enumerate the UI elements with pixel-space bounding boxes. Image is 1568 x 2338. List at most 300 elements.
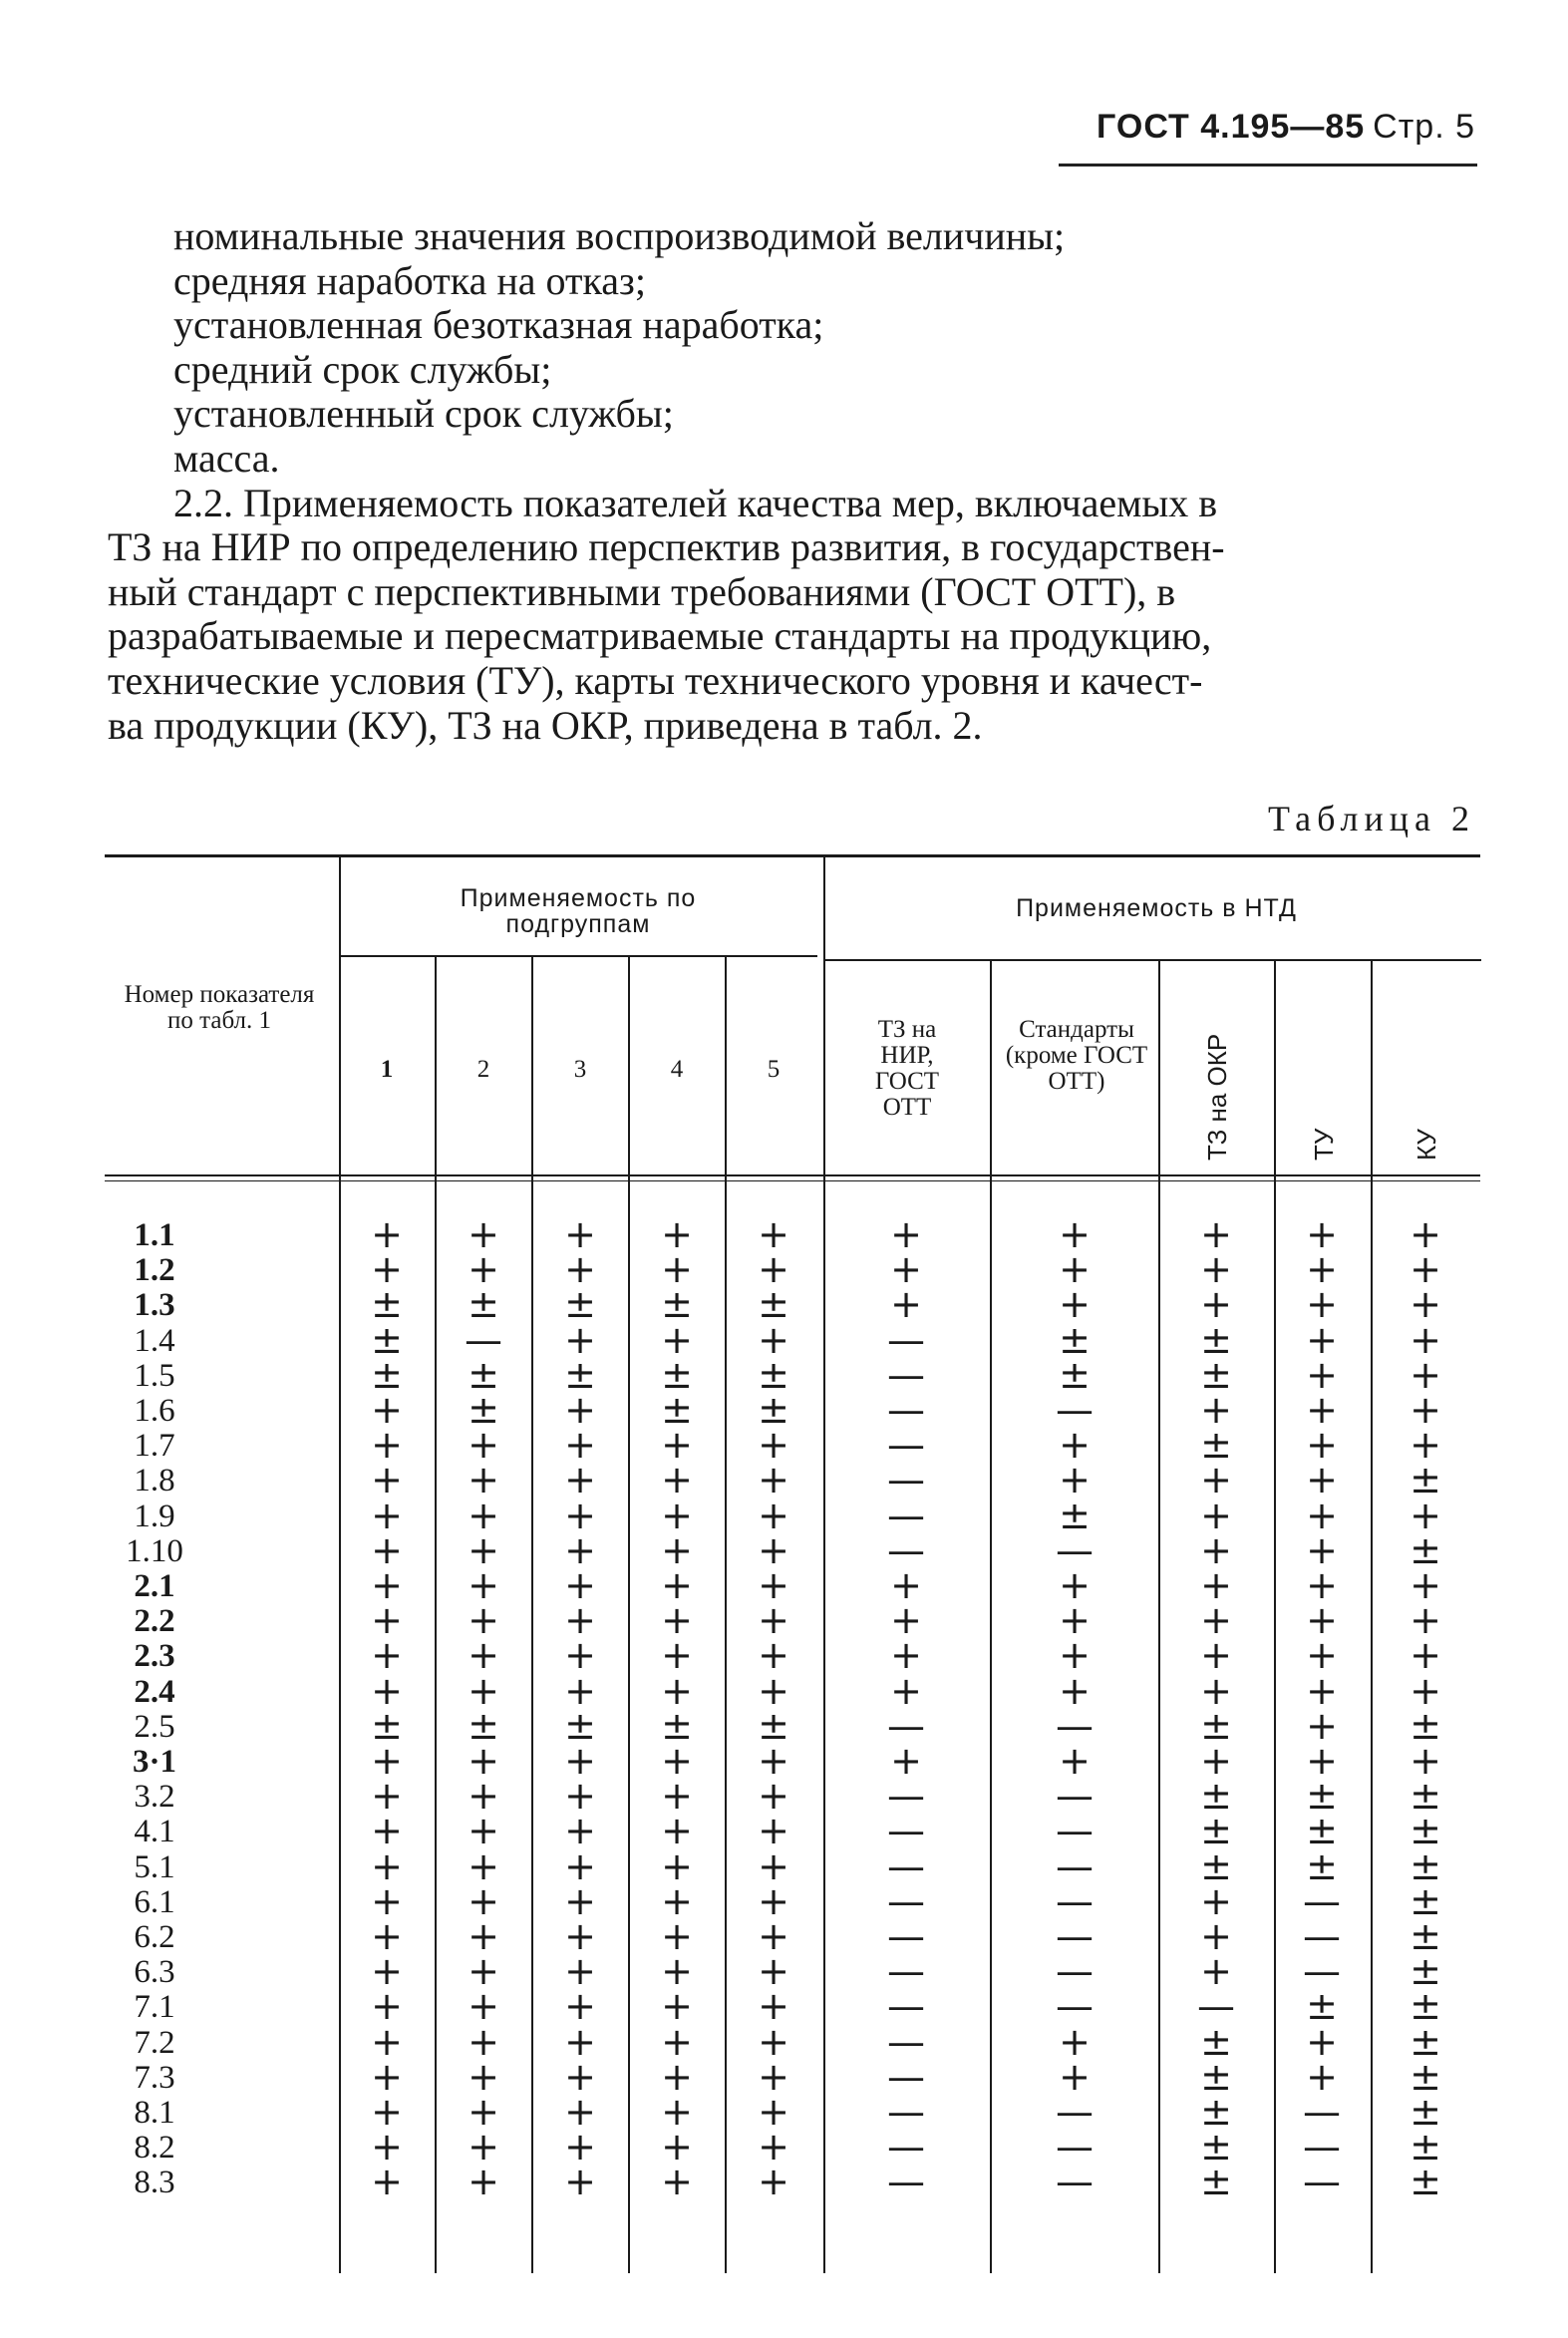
table-cell: + [1059, 2019, 1091, 2064]
table-cell: + [1306, 2019, 1338, 2064]
row-number: 7.3 [134, 2059, 175, 2096]
table-cell: + [1306, 1493, 1338, 1537]
table-cell: + [468, 1633, 499, 1678]
table-cell: + [758, 1423, 789, 1468]
table-cell: + [564, 1949, 596, 1994]
table-cell: + [758, 2019, 789, 2064]
table-cell: + [1200, 1739, 1232, 1783]
text-line: установленный срок службы; [173, 391, 674, 437]
table-cell: — [1056, 1949, 1094, 1994]
row-number: 1.8 [134, 1463, 175, 1500]
table-cell: ± [661, 1388, 693, 1432]
table-cell: + [371, 1563, 403, 1607]
table-top-rule [105, 854, 1480, 857]
row-number: 1.7 [134, 1428, 175, 1465]
table-cell: + [661, 1598, 693, 1643]
table-cell: — [887, 1527, 925, 1572]
table-cell: ± [1200, 1317, 1232, 1362]
table-cell: + [661, 1739, 693, 1783]
table-cell: + [1410, 1388, 1441, 1432]
table-cell: ± [1410, 1878, 1441, 1923]
row-number: 4.1 [134, 1814, 175, 1850]
table-cell: + [661, 2125, 693, 2170]
table-cell: + [1059, 1739, 1091, 1783]
row-number: 6.1 [134, 1883, 175, 1920]
table-cell: + [371, 1458, 403, 1503]
table-cell: ± [1059, 1352, 1091, 1397]
table-cell: + [890, 1563, 922, 1607]
table-cell: + [661, 1878, 693, 1923]
table-cell: + [564, 1774, 596, 1819]
table-cell: + [468, 1493, 499, 1537]
table-cell: + [1410, 1493, 1441, 1537]
table-cell: — [1056, 2125, 1094, 2170]
subgroup-4-header: 4 [670, 1056, 684, 1083]
table-cell: + [1306, 1212, 1338, 1256]
table-cell: ± [1200, 2054, 1232, 2099]
table-cell: + [1200, 1282, 1232, 1327]
table-cell: + [564, 1598, 596, 1643]
table-cell: ± [1200, 1774, 1232, 1819]
text-line: ный стандарт с перспективными требованиями (ГОСТ ОТТ), в [108, 568, 1176, 614]
table-cell: + [1059, 1423, 1091, 1468]
tz-okr-header: ТЗ на ОКР [1202, 1033, 1232, 1161]
table-cell: ± [1410, 1458, 1441, 1503]
table-cell: ± [1410, 1809, 1441, 1853]
table-cell: + [1306, 1458, 1338, 1503]
row-number: 8.3 [134, 2165, 175, 2201]
standards-header: Стандарты (кроме ГОСТ ОТТ) [1005, 1016, 1148, 1095]
table-cell: + [371, 1878, 403, 1923]
table-cell: ± [1200, 2019, 1232, 2064]
table-cell: — [1056, 2160, 1094, 2204]
table-cell: + [564, 1739, 596, 1783]
table-cell: ± [1410, 1949, 1441, 1994]
row-number: 1.3 [134, 1287, 175, 1324]
table-cell: + [371, 1843, 403, 1888]
table-cell: + [564, 2054, 596, 2099]
table-cell: + [564, 1633, 596, 1678]
table-cell: ± [468, 1352, 499, 1397]
table-cell: + [758, 1739, 789, 1783]
table-cell: + [564, 2090, 596, 2134]
tz-nir-header: ТЗ на НИР, ГОСТ ОТТ [874, 1016, 940, 1121]
table-cell: + [758, 1843, 789, 1888]
table-cell: — [1303, 2090, 1341, 2134]
table-cell: + [468, 1949, 499, 1994]
table-cell: + [468, 1563, 499, 1607]
text-line: ТЗ на НИР по определению перспектив развития, в государствен- [108, 524, 1225, 570]
running-header [1057, 108, 1475, 147]
page-number: Стр. 5 [1373, 108, 1475, 146]
table-cell: + [1200, 1527, 1232, 1572]
table-cell: + [468, 1598, 499, 1643]
table-cell: + [1306, 1388, 1338, 1432]
table-cell: + [564, 1984, 596, 2029]
table-cell: ± [1410, 2090, 1441, 2134]
subgroup-applicability-header: Применяемость по подгруппам [460, 884, 697, 938]
table-cell: ± [661, 1352, 693, 1397]
standard-code: ГОСТ 4.195—85 [1097, 108, 1366, 146]
table-cell: + [758, 1668, 789, 1713]
table-cell: + [371, 1984, 403, 2029]
row-number: 8.2 [134, 2130, 175, 2167]
table-cell: + [890, 1282, 922, 1327]
row-number: 1.5 [134, 1357, 175, 1394]
table-cell: ± [758, 1388, 789, 1432]
subgroup-3-header: 3 [573, 1056, 587, 1083]
table-cell: + [371, 1914, 403, 1958]
table-cell: ± [758, 1282, 789, 1327]
table-cell: ± [371, 1317, 403, 1362]
table-cell: + [661, 1668, 693, 1713]
table-cell: ± [468, 1388, 499, 1432]
column-divider [823, 857, 825, 2273]
table-cell: — [1056, 1843, 1094, 1888]
table-cell: ± [1306, 1774, 1338, 1819]
table-cell: + [1059, 2054, 1091, 2099]
table-cell: + [758, 1878, 789, 1923]
row-number: 1.10 [126, 1532, 183, 1569]
table-cell: + [1200, 1388, 1232, 1432]
subgroup-1-header: 1 [380, 1056, 394, 1083]
table-cell: + [758, 1633, 789, 1678]
table-cell: + [661, 1914, 693, 1958]
table-cell: + [371, 1633, 403, 1678]
table-cell: ± [1410, 1914, 1441, 1958]
table-cell: + [371, 2160, 403, 2204]
table-cell: + [564, 1247, 596, 1292]
table-cell: + [758, 2054, 789, 2099]
table-cell: + [758, 1317, 789, 1362]
table-cell: + [661, 1317, 693, 1362]
row-number: 2.4 [134, 1673, 175, 1710]
table-cell: + [564, 2160, 596, 2204]
table-cell: — [1056, 1774, 1094, 1819]
table-cell: + [371, 1388, 403, 1432]
row-number: 6.2 [134, 1919, 175, 1955]
table-cell: + [1410, 1352, 1441, 1397]
table-cell: + [468, 2125, 499, 2170]
table-cell: + [1306, 1317, 1338, 1362]
table-cell: — [887, 1317, 925, 1362]
table-cell: + [1410, 1598, 1441, 1643]
table-cell: ± [1410, 1984, 1441, 2029]
table-cell: ± [661, 1282, 693, 1327]
table-cell: ± [1059, 1493, 1091, 1537]
table-cell: ± [1200, 1352, 1232, 1397]
table-cell: ± [1306, 1809, 1338, 1853]
text-line: ва продукции (КУ), ТЗ на ОКР, приведена в табл. 2. [108, 702, 983, 748]
table-cell: + [1306, 1739, 1338, 1783]
table-cell: ± [1200, 2090, 1232, 2134]
table-cell: + [371, 1527, 403, 1572]
table-cell: + [890, 1598, 922, 1643]
table-cell: + [1306, 1668, 1338, 1713]
table-cell: + [564, 1527, 596, 1572]
table-cell: + [661, 1527, 693, 1572]
table-cell: + [468, 1458, 499, 1503]
table-cell: + [758, 1949, 789, 1994]
table-cell: + [1410, 1423, 1441, 1468]
table-cell: + [758, 1527, 789, 1572]
table-cell: + [564, 1563, 596, 1607]
table-cell: — [1056, 2090, 1094, 2134]
column-divider [1158, 961, 1160, 2273]
table-cell: + [1306, 1352, 1338, 1397]
table-cell: ± [1410, 1774, 1441, 1819]
table-cell: + [758, 1247, 789, 1292]
table-cell: — [1056, 1914, 1094, 1958]
table-cell: — [1303, 1878, 1341, 1923]
table-cell: + [1306, 1633, 1338, 1678]
row-number: 5.1 [134, 1848, 175, 1885]
table-cell: + [1200, 1949, 1232, 1994]
table-cell: — [887, 1388, 925, 1432]
table-cell: + [1410, 1563, 1441, 1607]
table-cell: ± [1410, 2160, 1441, 2204]
table-cell: ± [1410, 2054, 1441, 2099]
table-cell: — [887, 2019, 925, 2064]
table-cell: + [661, 1633, 693, 1678]
row-number: 3·1 [132, 1744, 176, 1780]
table-cell: + [1059, 1282, 1091, 1327]
table-cell: + [371, 1739, 403, 1783]
table-cell: — [1056, 1703, 1094, 1748]
table-cell: — [887, 1914, 925, 1958]
table-cell: + [371, 1949, 403, 1994]
table-cell: — [1056, 1878, 1094, 1923]
column-divider [628, 957, 630, 2273]
table-cell: + [564, 1809, 596, 1853]
table-cell: + [564, 2019, 596, 2064]
table-cell: + [1200, 1914, 1232, 1958]
text-line: средняя наработка на отказ; [173, 257, 646, 303]
table-cell: + [468, 1668, 499, 1713]
table-cell: + [371, 1212, 403, 1256]
table-cell: + [468, 1212, 499, 1256]
column-divider [990, 961, 992, 2273]
table-cell: + [1306, 1282, 1338, 1327]
row-number: 2.2 [134, 1603, 175, 1640]
table-cell: + [371, 1668, 403, 1713]
table-cell: ± [468, 1703, 499, 1748]
table-cell: — [887, 1949, 925, 1994]
row-number: 2.3 [134, 1638, 175, 1675]
table-cell: — [887, 1984, 925, 2029]
tu-header: ТУ [1309, 1128, 1339, 1161]
table-cell: ± [564, 1282, 596, 1327]
table-cell: + [1200, 1493, 1232, 1537]
table-cell: + [661, 1423, 693, 1468]
table-cell: + [564, 1423, 596, 1468]
table-cell: + [468, 1739, 499, 1783]
table-cell: + [371, 1423, 403, 1468]
table-cell: + [661, 1563, 693, 1607]
table-cell: + [564, 1843, 596, 1888]
table-cell: — [1056, 1809, 1094, 1853]
table-cell: — [887, 2090, 925, 2134]
table-cell: + [1306, 1247, 1338, 1292]
table-cell: + [1059, 1458, 1091, 1503]
table-cell: + [1059, 1212, 1091, 1256]
table-cell: + [661, 1843, 693, 1888]
table-cell: + [758, 1458, 789, 1503]
table-cell: — [1197, 1984, 1235, 2029]
table-cell: ± [1200, 1703, 1232, 1748]
table-cell: + [758, 2125, 789, 2170]
table-cell: + [468, 1878, 499, 1923]
column-divider [1274, 961, 1276, 2273]
table-cell: + [1059, 1247, 1091, 1292]
table-cell: + [1200, 1247, 1232, 1292]
table-cell: ± [1410, 1703, 1441, 1748]
table-cell: + [890, 1247, 922, 1292]
table-cell: + [564, 1458, 596, 1503]
table-cell: + [371, 2090, 403, 2134]
table-cell: ± [1410, 1843, 1441, 1888]
column-divider [339, 857, 341, 2273]
table-cell: ± [564, 1352, 596, 1397]
table-cell: — [887, 1809, 925, 1853]
table-cell: + [661, 2090, 693, 2134]
text-line: средний срок службы; [173, 346, 552, 392]
table-cell: + [564, 1388, 596, 1432]
table-cell: + [371, 1598, 403, 1643]
table-cell: + [1306, 1598, 1338, 1643]
table-cell: + [758, 1493, 789, 1537]
table-cell: + [564, 1878, 596, 1923]
table-cell: + [758, 1212, 789, 1256]
text-line: масса. [173, 435, 280, 481]
text-line: технические условия (ТУ), карты технического уровня и качест- [108, 657, 1203, 703]
table-cell: ± [1410, 2125, 1441, 2170]
table-cell: + [1200, 1212, 1232, 1256]
table-cell: — [1303, 2160, 1341, 2204]
table-cell: ± [371, 1282, 403, 1327]
table-cell: + [661, 1247, 693, 1292]
table-cell: — [887, 1493, 925, 1537]
table-cell: + [758, 2160, 789, 2204]
row-number: 7.1 [134, 1989, 175, 2026]
table-cell: + [564, 1317, 596, 1362]
table-cell: + [468, 2054, 499, 2099]
body-text [108, 214, 1483, 748]
table-cell: ± [1200, 2125, 1232, 2170]
table-cell: + [661, 2019, 693, 2064]
table-cell: + [890, 1739, 922, 1783]
row-number: 1.6 [134, 1393, 175, 1429]
table-cell: + [564, 1493, 596, 1537]
group1-rule [339, 955, 817, 957]
table-cell: + [661, 1949, 693, 1994]
row-number-header: Номер показателя по табл. 1 [124, 981, 315, 1034]
table-cell: + [1410, 1212, 1441, 1256]
table-cell: + [371, 2019, 403, 2064]
row-number: 6.3 [134, 1954, 175, 1991]
table-cell: — [887, 1774, 925, 1819]
table-cell: + [661, 1774, 693, 1819]
table-cell: + [661, 1458, 693, 1503]
table-cell: + [468, 1774, 499, 1819]
table-cell: + [1200, 1668, 1232, 1713]
table-cell: + [1410, 1317, 1441, 1362]
table-cell: + [1306, 1563, 1338, 1607]
table-cell: + [758, 1774, 789, 1819]
table-cell: + [371, 1774, 403, 1819]
table-cell: + [468, 1247, 499, 1292]
row-number: 1.2 [134, 1252, 175, 1289]
table-cell: + [371, 2054, 403, 2099]
table-cell: — [1303, 1914, 1341, 1958]
ku-header: КУ [1411, 1129, 1441, 1161]
table-cell: + [468, 2019, 499, 2064]
table-cell: — [887, 1352, 925, 1397]
table-cell: — [887, 2125, 925, 2170]
table-cell: + [371, 2125, 403, 2170]
table-cell: + [564, 2125, 596, 2170]
table-cell: + [371, 1493, 403, 1537]
table-cell: ± [661, 1703, 693, 1748]
table-cell: — [1056, 1388, 1094, 1432]
row-number: 2.5 [134, 1708, 175, 1745]
row-number: 1.1 [134, 1217, 175, 1253]
table-cell: + [1200, 1633, 1232, 1678]
table-cell: — [1056, 1527, 1094, 1572]
table-cell: + [1200, 1458, 1232, 1503]
table-cell: — [887, 1423, 925, 1468]
column-divider [725, 957, 727, 2273]
table-cell: + [890, 1633, 922, 1678]
table-cell: + [1306, 2054, 1338, 2099]
table-cell: + [661, 1212, 693, 1256]
column-divider [531, 957, 533, 2273]
row-number: 7.2 [134, 2024, 175, 2061]
table-cell: — [887, 2054, 925, 2099]
table-cell: ± [1200, 1809, 1232, 1853]
table-cell: ± [758, 1703, 789, 1748]
table-cell: + [468, 2090, 499, 2134]
table-cell: + [890, 1668, 922, 1713]
table-cell: + [468, 1423, 499, 1468]
subgroup-2-header: 2 [476, 1056, 490, 1083]
table-cell: + [1200, 1598, 1232, 1643]
table-cell: — [887, 1703, 925, 1748]
table-cell: ± [1200, 1423, 1232, 1468]
row-number: 2.1 [134, 1568, 175, 1604]
row-number: 1.4 [134, 1322, 175, 1359]
table-cell: — [887, 1878, 925, 1923]
table-caption: Таблица 2 [1268, 799, 1475, 838]
table-cell: — [465, 1317, 502, 1362]
table-cell: ± [371, 1703, 403, 1748]
table-cell: ± [1059, 1317, 1091, 1362]
table-cell: + [758, 1984, 789, 2029]
table-cell: + [564, 1668, 596, 1713]
table-cell: + [758, 1914, 789, 1958]
table-cell: + [1200, 1878, 1232, 1923]
table-cell: + [1306, 1703, 1338, 1748]
table-cell: + [1306, 1423, 1338, 1468]
table-cell: + [1306, 1527, 1338, 1572]
table-cell: + [371, 1809, 403, 1853]
table-cell: — [887, 1458, 925, 1503]
table-cell: + [1059, 1668, 1091, 1713]
table-cell: + [758, 1809, 789, 1853]
table-cell: — [1303, 1949, 1341, 1994]
table-cell: + [468, 1984, 499, 2029]
text-line: установленная безотказная наработка; [173, 302, 824, 348]
